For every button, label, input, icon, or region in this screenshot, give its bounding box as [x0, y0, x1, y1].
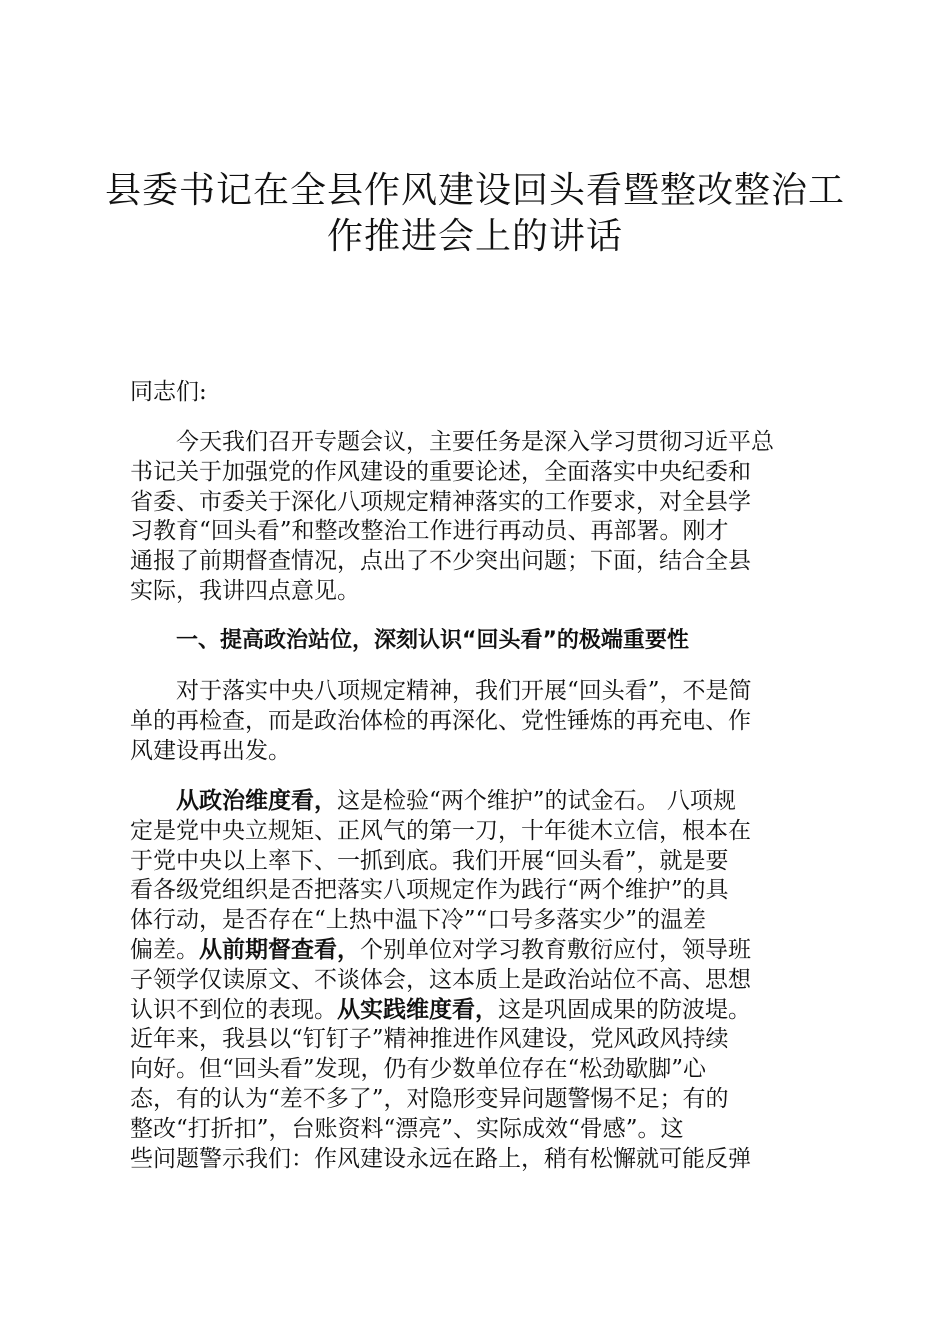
detail-line: [130, 936, 830, 966]
intro-line: 今天我们召开专题会议，主要任务是深入学习贯彻习近平总: [176, 429, 774, 455]
section-1-detail-paragraph: [130, 787, 830, 1174]
detail-line: 于党中央以上率下、一抓到底。我们开展“回头看”，就是要: [130, 847, 729, 874]
section-1-line: 对于落实中央八项规定精神，我们开展“回头看”，不是简: [176, 678, 752, 704]
detail-line: 态，有的认为“差不多了”，对隐形变异问题警惕不足；有的: [130, 1085, 729, 1112]
title-line-2: 作推进会上的讲话: [326, 216, 623, 257]
intro-line: 实际，我讲四点意见。: [130, 577, 360, 604]
intro-line: 通报了前期督查情况，点出了不少突出问题；下面，结合全县: [130, 548, 751, 575]
practice-dimension-lead: 从实践维度看，: [337, 996, 498, 1023]
detail-line: 向好。但“回头看”发现，仍有少数单位存在“松劲歇脚”心: [130, 1056, 707, 1083]
detail-text: 这是巩固成果的防波堤。: [498, 996, 751, 1023]
detail-text: 认识不到位的表现。: [130, 996, 337, 1023]
intro-line: 省委、市委关于深化八项规定精神落实的工作要求，对全县学: [130, 488, 751, 515]
section-1-line: 单的再检查，而是政治体检的再深化、党性锤炼的再充电、作: [130, 707, 751, 734]
detail-line: 近年来，我县以“钉钉子”精神推进作风建设，党风政风持续: [130, 1026, 729, 1053]
intro-paragraph: [130, 428, 830, 607]
detail-text: 偏差。: [130, 936, 199, 963]
intro-line: 书记关于加强党的作风建设的重要论述，全面落实中央纪委和: [130, 458, 751, 485]
intro-line: 习教育“回头看”和整改整治工作进行再动员、再部署。刚才: [130, 518, 729, 545]
section-1-line: 风建设再出发。: [130, 737, 291, 764]
detail-line: [130, 787, 830, 817]
detail-text: 个别单位对学习教育敷衍应付，领导班: [360, 936, 751, 963]
detail-line: 定是党中央立规矩、正风气的第一刀，十年徙木立信，根本在: [130, 817, 751, 844]
salutation-text: 同志们:: [130, 379, 207, 405]
detail-line: 些问题警示我们：作风建设永远在路上，稍有松懈就可能反弹: [130, 1145, 751, 1172]
salutation: [130, 378, 830, 408]
document-title: [100, 168, 850, 260]
inspection-lead: 从前期督查看，: [199, 936, 360, 963]
section-1-heading-text: 一、提高政治站位，深刻认识“回头看”的极端重要性: [176, 628, 689, 653]
section-1-heading: [130, 626, 830, 656]
detail-line: 体行动，是否存在“上热中温下冷”“口号多落实少”的温差: [130, 907, 707, 934]
detail-line: [130, 996, 830, 1026]
section-1-paragraph: [130, 677, 830, 766]
detail-text: 这是检验“两个维护”的试金石。 八项规: [337, 788, 736, 814]
title-line-1: 县委书记在全县作风建设回头看暨整改整治工: [104, 170, 845, 211]
political-dimension-lead: 从政治维度看，: [176, 788, 337, 814]
detail-line: 看各级党组织是否把落实八项规定作为践行“两个维护”的具: [130, 877, 729, 904]
detail-line: 子领学仅读原文、不谈体会，这本质上是政治站位不高、思想: [130, 966, 751, 993]
detail-line: 整改“打折扣”，台账资料“漂亮”、实际成效“骨感”。这: [130, 1115, 684, 1142]
